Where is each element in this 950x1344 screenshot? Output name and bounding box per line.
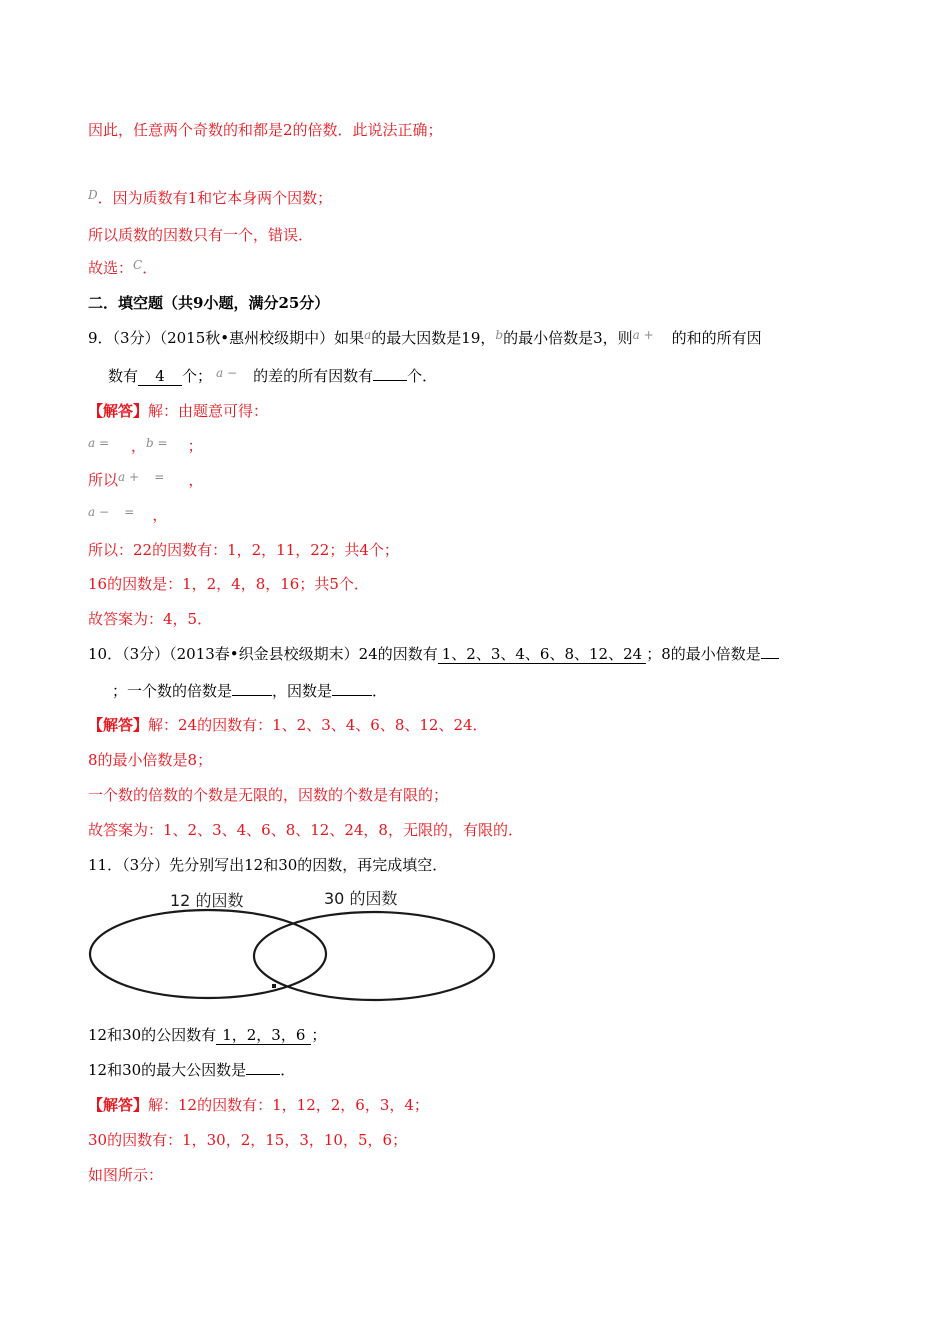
question-11-blank2 <box>88 1060 295 1080</box>
question-9-line1 <box>88 328 762 349</box>
venn-left-label: 12 的因数 <box>170 891 244 910</box>
solution-11-line2: 30的因数有：1，30，2，15，3，10，5，6； <box>88 1131 408 1149</box>
text-span: 解：由题意可得： <box>148 402 269 420</box>
text-line: 因此，任意两个奇数的和都是2的倍数．此说法正确； <box>88 121 443 139</box>
math-symbol: b <box>495 328 504 342</box>
solution-10-line3: 一个数的倍数的个数是无限的，因数的个数是有限的； <box>88 786 449 804</box>
text-span: 的差的所有因数有 <box>253 367 374 385</box>
text-span: 10．（3分）（2013春•织金县校级期末）24的因数有 <box>88 645 438 663</box>
solution-9-line7: 故答案为：4，5． <box>88 610 213 628</box>
answer-blank <box>373 380 407 381</box>
text-span: 解：24的因数有：1、2、3、4、6、8、12、24． <box>148 716 488 734</box>
answer-blank: 1、2、3、4、6、8、12、24 <box>438 645 646 664</box>
text-span: ． <box>142 259 158 277</box>
solution-9-line1 <box>88 401 268 421</box>
text-line <box>88 188 332 209</box>
text-span: ， <box>188 471 204 489</box>
text-span: 个； <box>182 367 213 385</box>
venn-svg <box>88 886 498 1002</box>
question-11: 11．（3分）先分别写出12和30的因数，再完成填空． <box>88 856 448 874</box>
text-span: ； <box>187 437 203 455</box>
text-span: ； <box>311 1026 327 1044</box>
math-expression: a = <box>88 436 110 450</box>
question-10-line1 <box>88 644 779 664</box>
solution-10-line1 <box>88 715 488 735</box>
text-span: ；一个数的倍数是 <box>112 682 233 700</box>
text-span: ，因数是 <box>272 682 333 700</box>
solution-label: 【解答】 <box>88 716 149 734</box>
solution-11-line3: 如图所示： <box>88 1166 164 1184</box>
solution-9-line6: 16的因数是：1，2，4，8，16；共5个． <box>88 575 369 593</box>
text-span: 所以 <box>88 471 119 489</box>
math-expression: b = <box>146 436 168 450</box>
venn-mark <box>272 984 276 988</box>
text-span: 的最小倍数是3，则 <box>503 329 633 347</box>
question-10-line2 <box>88 681 387 701</box>
text-line: 所以质数的因数只有一个，错误． <box>88 226 314 244</box>
text-span: 的和的所有因 <box>671 329 762 347</box>
text-span: ．因为质数有1和它本身两个因数； <box>97 189 333 207</box>
answer-blank: 1，2，3，6 <box>216 1026 311 1045</box>
math-symbol: a − <box>216 366 238 380</box>
question-11-blank1 <box>88 1025 326 1045</box>
solution-10-line4: 故答案为：1、2、3、4、6、8、12、24，8，无限的，有限的． <box>88 821 523 839</box>
text-span: 的最大因数是19， <box>371 329 496 347</box>
math-symbol: C <box>133 258 143 272</box>
text-span: ． <box>372 682 388 700</box>
text-span: 个． <box>407 367 438 385</box>
venn-right-label: 30 的因数 <box>324 889 398 908</box>
answer-blank <box>761 658 779 659</box>
math-symbol: a + <box>632 328 654 342</box>
answer-blank <box>246 1074 280 1075</box>
solution-11-line1 <box>88 1095 429 1115</box>
section-heading: 二．填空题（共9小题，满分25分） <box>88 294 330 312</box>
venn-diagram <box>88 886 498 1002</box>
solution-9-line3 <box>88 470 203 491</box>
solution-9-line2 <box>88 436 203 457</box>
venn-right-circle <box>254 912 494 1000</box>
text-span: 解：12的因数有：1，12，2，6，3，4； <box>148 1096 429 1114</box>
solution-label: 【解答】 <box>88 1096 149 1114</box>
math-expression: a + = <box>118 470 165 484</box>
text-span: ． <box>280 1061 296 1079</box>
answer-blank: 4 <box>138 367 182 386</box>
text-span: 12和30的最大公因数是 <box>88 1061 247 1079</box>
math-expression: a − = <box>88 505 135 519</box>
solution-9-line4 <box>88 505 167 526</box>
math-symbol: a <box>364 328 372 342</box>
text-span: 12和30的公因数有 <box>88 1026 217 1044</box>
answer-blank <box>232 695 272 696</box>
solution-10-line2: 8的最小倍数是8； <box>88 751 213 769</box>
answer-blank <box>332 695 372 696</box>
text-span: ， <box>131 437 147 455</box>
text-span: ；8的最小倍数是 <box>646 645 761 663</box>
text-span: 9．（3分）（2015秋•惠州校级期中）如果 <box>88 329 365 347</box>
text-line <box>88 258 157 279</box>
question-9-line2 <box>108 366 437 387</box>
math-symbol: D <box>88 188 98 202</box>
solution-label: 【解答】 <box>88 402 149 420</box>
text-span: 数有 <box>108 367 139 385</box>
solution-9-line5: 所以：22的因数有：1，2，11，22；共4个； <box>88 541 399 559</box>
text-span: ， <box>152 506 168 524</box>
text-span: 故选： <box>88 259 134 277</box>
